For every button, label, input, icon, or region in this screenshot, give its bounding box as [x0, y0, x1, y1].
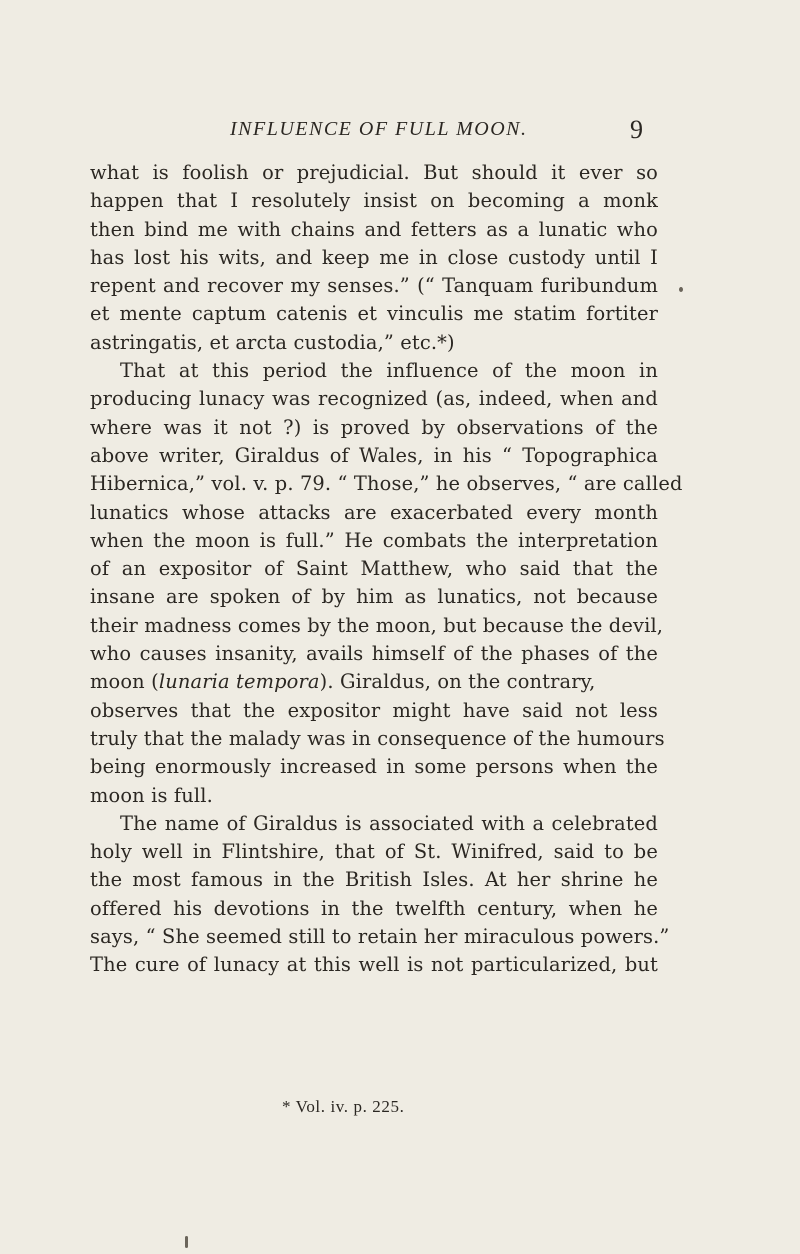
text-line: moon is full.	[90, 783, 213, 807]
text-line: where was it not ?) is proved by observations of the	[90, 415, 658, 439]
text-line: being enormously increased in some persons when the	[90, 755, 658, 779]
body-text	[90, 159, 683, 980]
paper-speck	[185, 1236, 188, 1248]
text-line: observes that the expositor might have said not less	[90, 698, 658, 722]
page-number: 9	[630, 115, 643, 144]
text-line: That at this period the influence of the moon in	[120, 359, 658, 383]
running-head	[0, 115, 800, 148]
text-fragment: moon	[90, 670, 145, 694]
text-line: repent and recover my senses.” (“ Tanquam furibundum	[90, 274, 658, 298]
text-line: says, “ She seemed still to retain her miraculous powers.”	[90, 925, 670, 949]
text-line: their madness comes by the moon, but because the devil,	[90, 613, 664, 637]
text-line: astringatis, et arcta custodia,” etc.*)	[90, 330, 455, 354]
italic-phrase: lunaria tempora	[158, 670, 320, 694]
footnote: * Vol. iv. p. 225.	[282, 1097, 405, 1116]
paren-open: (	[151, 670, 159, 694]
text-line-with-italic	[90, 668, 658, 696]
text-line: producing lunacy was recognized (as, indeed, when and	[90, 387, 658, 411]
text-line: lunatics whose attacks are exacerbated every month	[90, 500, 658, 524]
running-title: INFLUENCE OF FULL MOON.	[230, 118, 528, 140]
text-line: The name of Giraldus is associated with a celebrated	[120, 811, 658, 835]
text-line: insane are spoken of by him as lunatics, not because	[90, 585, 658, 609]
text-line: holy well in Flintshire, that of St. Winifred, said to be	[90, 840, 658, 864]
text-line: happen that I resolutely insist on becoming a monk	[90, 189, 658, 213]
text-line: The cure of lunacy at this well is not particularized, but	[90, 953, 658, 977]
text-line: has lost his wits, and keep me in close custody until I	[90, 245, 658, 269]
text-line: the most famous in the British Isles. At her shrine he	[90, 868, 658, 892]
text-line: when the moon is full.” He combats the interpretation	[90, 528, 658, 552]
text-line: et mente captum catenis et vinculis me statim fortiter	[90, 302, 658, 326]
text-line: truly that the malady was in consequence of the humours	[90, 726, 665, 750]
paper-speck	[679, 287, 683, 292]
text-line: who causes insanity, avails himself of the phases of the	[90, 642, 658, 666]
text-line: above writer, Giraldus of Wales, in his “ Topographica	[90, 443, 658, 467]
text-line: then bind me with chains and fetters as a lunatic who	[90, 217, 658, 241]
text-line: offered his devotions in the twelfth century, when he	[90, 896, 658, 920]
text-line: of an expositor of Saint Matthew, who said that the	[90, 557, 658, 581]
text-fragment: ). Giraldus, on the contrary,	[319, 670, 596, 694]
text-line: Hibernica,” vol. v. p. 79. “ Those,” he observes, “ are called	[90, 472, 683, 496]
text-line: what is foolish or prejudicial. But should it ever so	[90, 161, 658, 184]
